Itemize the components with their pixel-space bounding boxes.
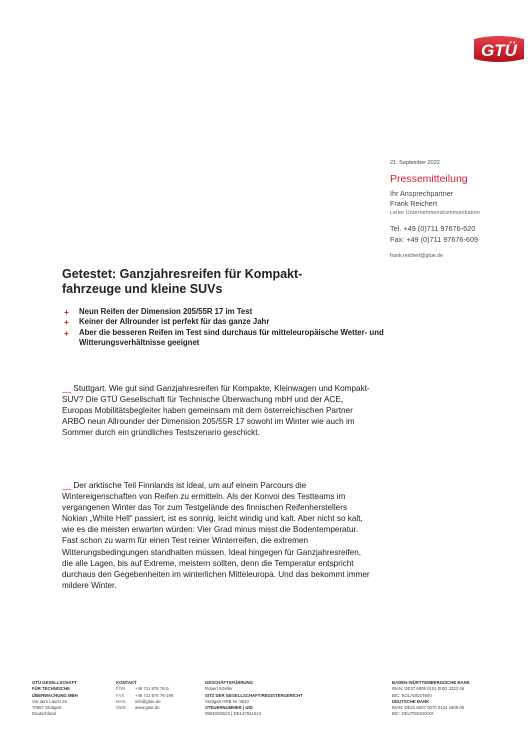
headline — [62, 267, 382, 297]
footer-web-link[interactable]: www.gtue.de — [135, 705, 160, 711]
footer-contact: KONTAKT FON +49 711 976 76-0 FAX +49 711 976 76-199 MAIL info@gtue.de WEB www.gtue.de — [116, 680, 174, 711]
contact-email[interactable]: frank.reichert@gtue.de — [390, 253, 443, 259]
headline-line-1: Getestet: Ganzjahresreifen für Kompakt- — [62, 267, 303, 281]
paragraph-marker: __ — [62, 481, 72, 490]
body-paragraph-2: __ Der arktische Teil Finnlands ist ideal, um auf einem Parcours die Wintereigenschaften von Reifen zu ermitteln. Als der Konvoi des Testteams im vergangenen Winter das Tor zum Testgelände des finnischen Reifenherstellers Nokian „White Hell“ passiert, ist es sonnig, leicht windig und kalt. Aber nicht so kalt, wie es die meisten erwarten würden: Vier Grad minus misst die Bodentemperatur. Fast schon zu warm für einen Test reiner Winterreifen, die extremen Witterungsbedingungen standhalten müssen. Ideal hingegen für Ganzjahresreifen, die alle Lagen, bis auf Extreme, meistern sollten, denn die Temperatur entspricht durchaus den Gegebenheiten im winterlichen Mitteleuropa. Und das bekommt immer mildere Winter. — [62, 481, 370, 590]
key-point: + Neun Reifen der Dimension 205/55R 17 im Test — [64, 307, 253, 317]
release-date: 21. September 2022 — [390, 160, 440, 166]
footer-email-link[interactable]: info@gtue.de — [135, 698, 161, 704]
headline-line-2: fahrzeuge und kleine SUVs — [62, 282, 223, 296]
paragraph-marker: __ — [62, 384, 72, 393]
contact-phone: Tel. +49 (0)711 97676-620 — [390, 224, 476, 233]
contact-label: Ihr Ansprechpartner — [390, 189, 454, 198]
contact-name: Frank Reichert — [390, 199, 438, 208]
contact-role: Leiter Unternehmenskommunikation — [390, 210, 480, 216]
key-point: + Aber die besseren Reifen im Test sind durchaus für mitteleuropäische Wetter- und Witterungsverhältnisse geeignet — [64, 327, 384, 348]
logo-text: GTÜ — [481, 41, 517, 60]
document-type-title: Pressemitteilung — [390, 173, 468, 185]
footer-management: GESCHÄFTSFÜHRUNG Robert Köstler SITZ DER GESELLSCHAFT/REGISTERGERICHT Stuttgart HRB Nr. 9610 STEUERNUMMER | UID 99040/00522 | DE147841514 — [205, 680, 303, 717]
plus-icon: + — [64, 317, 69, 328]
gtue-logo — [470, 33, 526, 65]
plus-icon: + — [64, 307, 69, 317]
footer-bank: BADEN-WÜRTTEMBERGISCHE BANK IBAN: DE37 6005 0101 0002 3223 46 BIC: SOLADEST600 DEUTSCHE BANK IBAN: DE21 6007 0070 0134 1809 00 BIC: DEUTDESSXXX — [392, 680, 470, 717]
key-point: + Keiner der Allrounder ist perfekt für das ganze Jahr — [64, 317, 270, 328]
body-paragraph-1: __ Stuttgart. Wie gut sind Ganzjahresreifen für Kompakte, Kleinwagen und Kompakt-SUV? Die GTÜ Gesellschaft für Technische Überwachung mbH und der ACE, Europas Mobilitätsbegleiter haben gemeinsam mit dem österreichischen Partner ARBÖ neun Allrounder der Dimension 205/55R 17 sowohl im Winter wie auch im Sommer durch ein gründliches Testszenario geschickt. — [62, 384, 370, 438]
footer-company: GTÜ GESELLSCHAFT FÜR TECHNISCHE ÜBERWACHUNG MBH Vor dem Lauch 25 70567 Stuttgart Deutschland — [32, 680, 78, 717]
plus-icon: + — [64, 327, 69, 338]
sidebar-contact — [390, 160, 525, 259]
key-points-list — [62, 307, 392, 349]
contact-fax: Fax: +49 (0)711 97676-609 — [390, 234, 479, 244]
